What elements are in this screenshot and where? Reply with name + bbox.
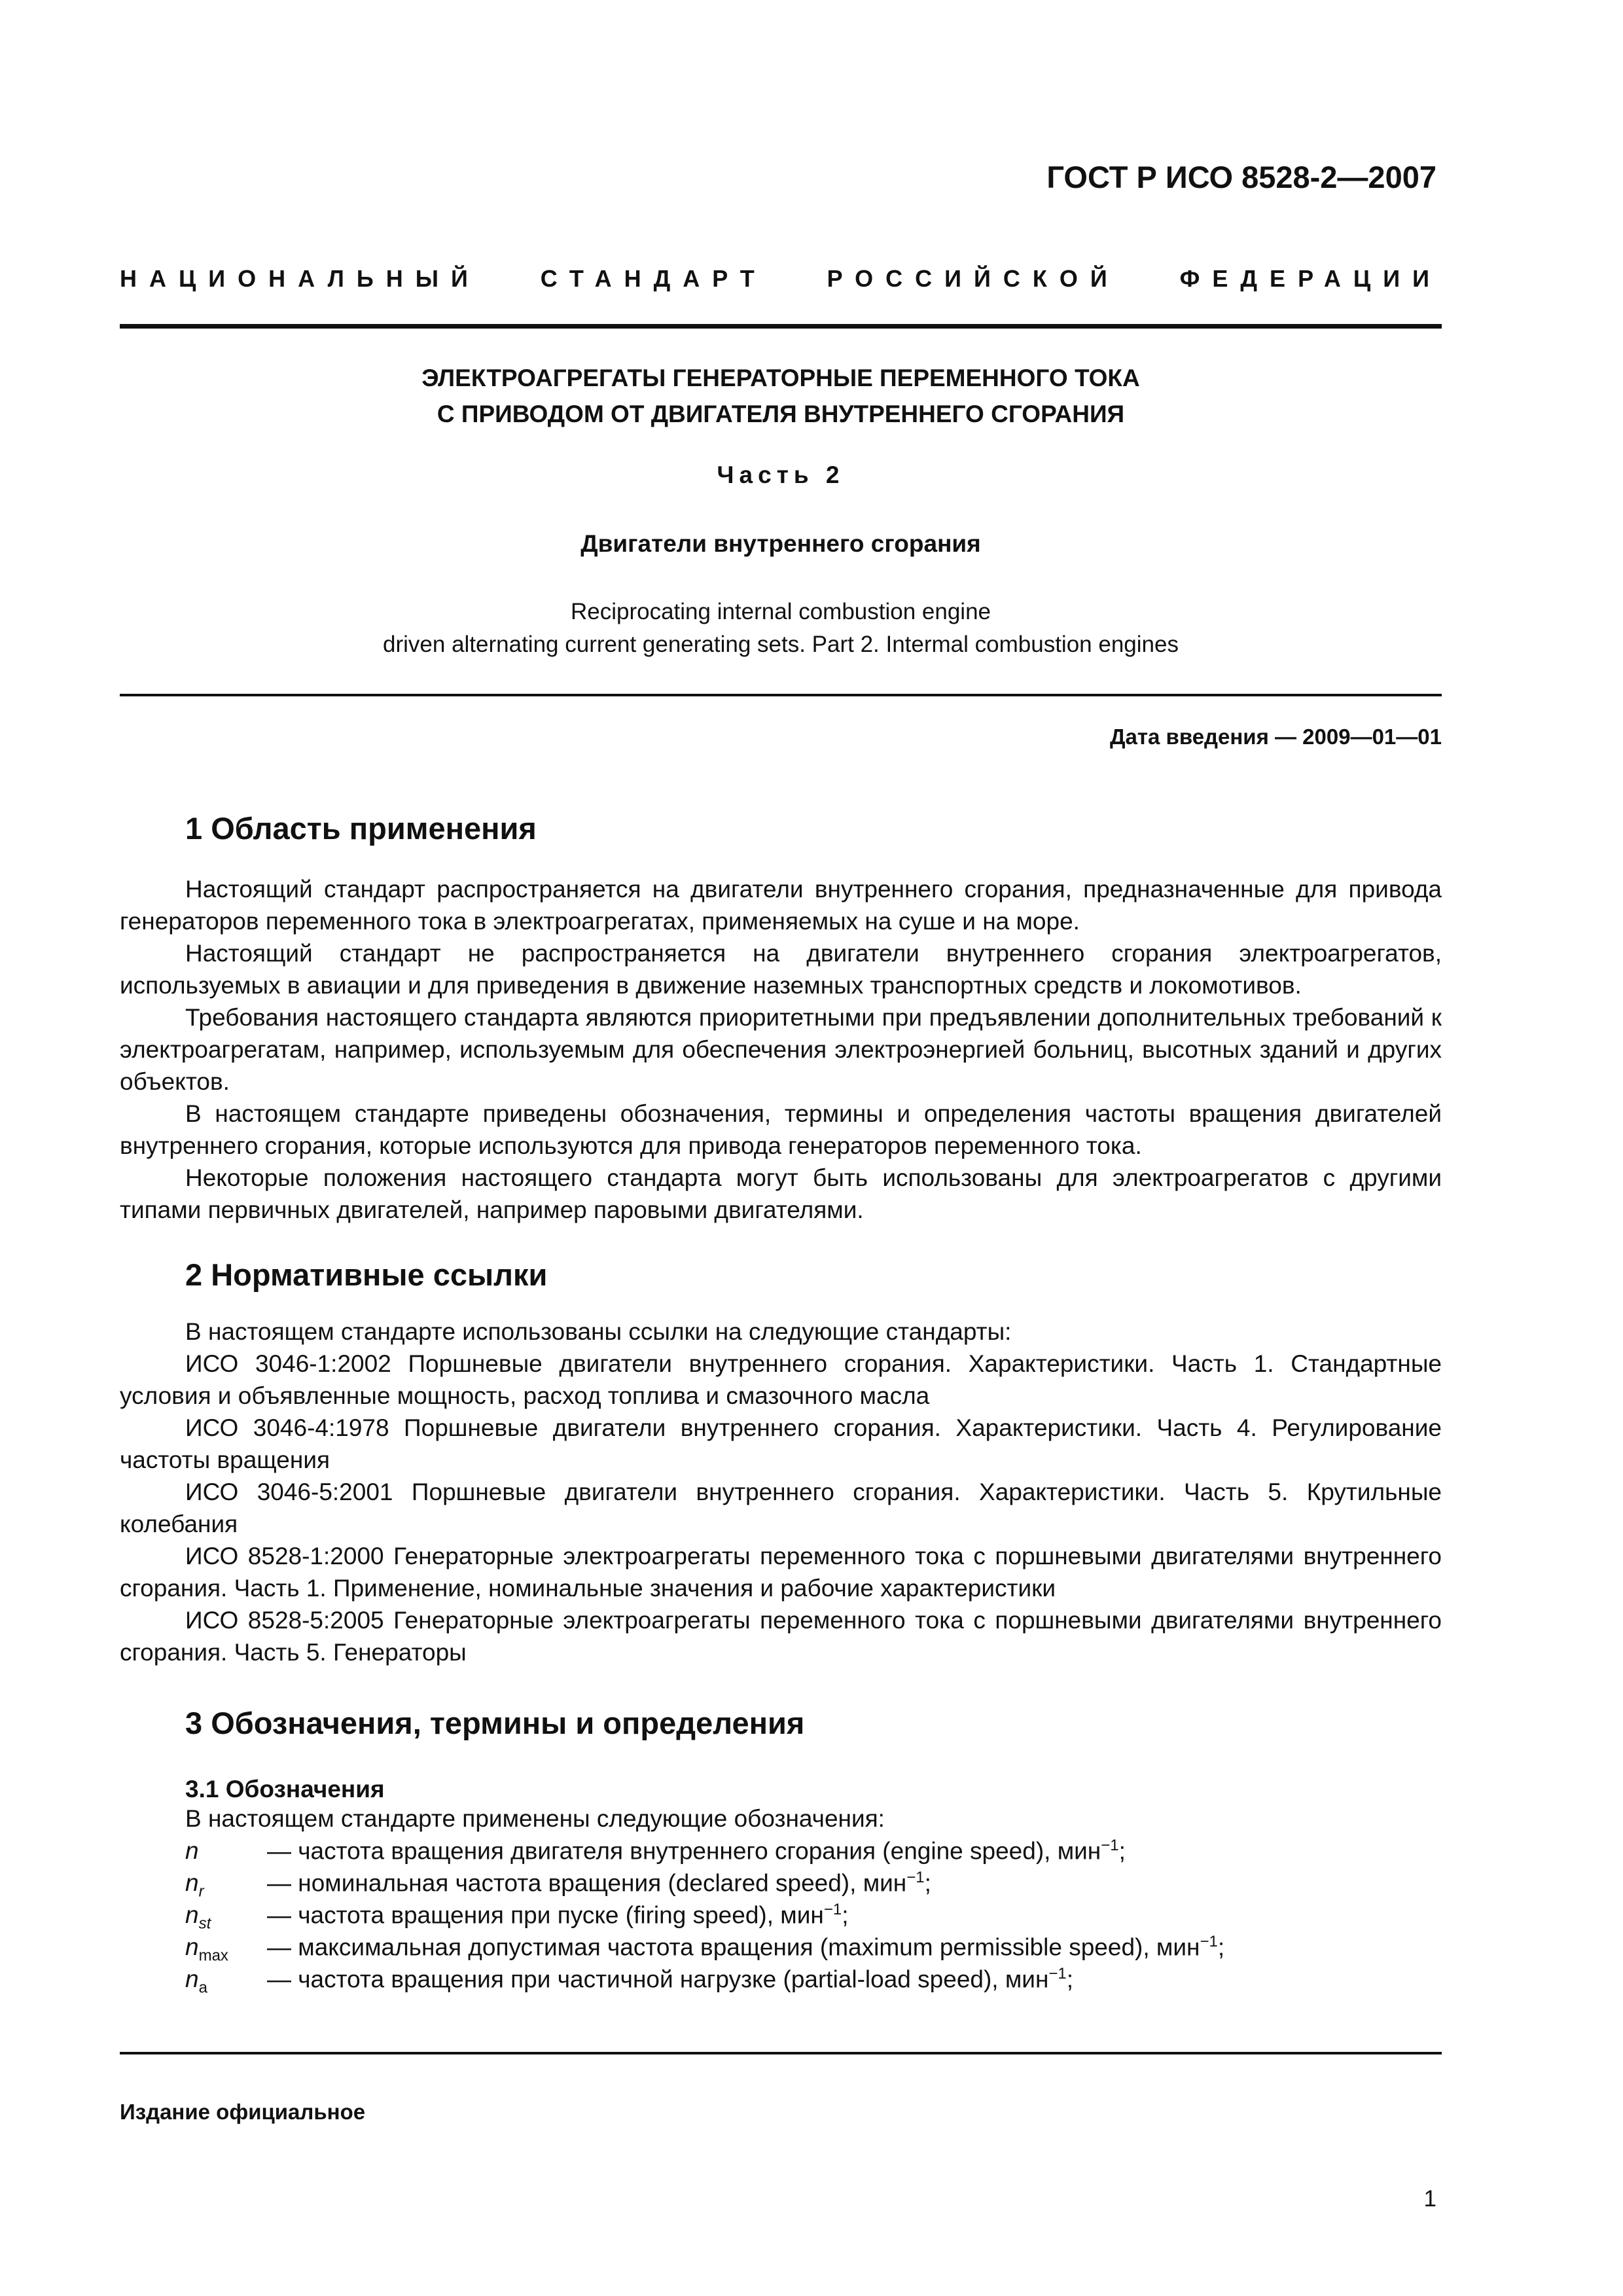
english-title-line: driven alternating current generating sets. Part 2. Intermal combustion engines [383, 632, 1179, 657]
paragraph: Требования настоящего стандарта являются приоритетными при предъявлении дополнительных требований к электроагрегатам, например, используемым для обеспечения электроэнергией больниц, высотных зданий и других объектов. [120, 1004, 1442, 1095]
page-number: 1 [1423, 2186, 1436, 2212]
footer-divider [120, 2052, 1442, 2054]
section-body [120, 873, 1442, 1226]
section-body [120, 1316, 1442, 1668]
national-standard-banner [120, 265, 1442, 293]
document-code: ГОСТ Р ИСО 8528-2—2007 [1046, 160, 1436, 194]
symbol-definition: — максимальная допустимая частота вращения (maximum permissible speed), мин$^{-1}$; [267, 1933, 1225, 1961]
symbol-definition: — частота вращения при пуске (firing speed), мин$^{-1}$; [267, 1901, 849, 1929]
title-line: ЭЛЕКТРОАГРЕГАТЫ ГЕНЕРАТОРНЫЕ ПЕРЕМЕННОГО ТОКА [421, 365, 1140, 391]
header-divider [120, 324, 1442, 329]
paragraph: В настоящем стандарте приведены обозначения, термины и определения частоты вращения двигателей внутреннего сгорания, которые используются для привода генераторов переменного тока. [120, 1100, 1442, 1159]
section-heading: 1 Область применения [185, 811, 537, 846]
banner-word: НАЦИОНАЛЬНЫЙ [120, 265, 480, 292]
symbols-list [185, 1837, 1442, 1997]
reference-item: ИСО 3046-4:1978 Поршневые двигатели внутреннего сгорания. Характеристики. Часть 4. Регулирование частоты вращения [120, 1414, 1442, 1473]
section-heading: 3 Обозначения, термины и определения [185, 1706, 805, 1740]
symbol-definition: — частота вращения при частичной нагрузке (partial-load speed), мин$^{-1}$; [267, 1965, 1074, 1993]
symbol: $n_r$ [185, 1869, 204, 1901]
section-heading: 2 Нормативные ссылки [185, 1257, 548, 1292]
banner-word: РОССИЙСКОЙ [827, 265, 1120, 292]
symbol-row [185, 1901, 1442, 1933]
symbol-row [185, 1933, 1442, 1965]
paragraph: Настоящий стандарт не распространяется на двигатели внутреннего сгорания электроагрегатов, используемых в авиации и для приведения в движение наземных транспортных средств и локомотивов. [120, 940, 1442, 999]
document-subtitle: Двигатели внутреннего сгорания [580, 530, 981, 557]
english-title [120, 596, 1442, 661]
symbols-intro: В настоящем стандарте применены следующие обозначения: [185, 1805, 885, 1832]
introduction-date: Дата введения — 2009—01—01 [1110, 725, 1442, 749]
reference-item: ИСО 8528-1:2000 Генераторные электроагрегаты переменного тока с поршневыми двигателями внутреннего сгорания. Часть 1. Применение, номинальные значения и рабочие характеристики [120, 1543, 1442, 1602]
banner-word: СТАНДАРТ [540, 265, 767, 292]
title-line: С ПРИВОДОМ ОТ ДВИГАТЕЛЯ ВНУТРЕННЕГО СГОРАНИЯ [437, 401, 1125, 427]
symbol: $n_{max}$ [185, 1933, 228, 1965]
english-title-line: Reciprocating internal combustion engine [570, 599, 991, 624]
symbol-definition: — частота вращения двигателя внутреннего сгорания (engine speed), мин$^{-1}$; [267, 1837, 1126, 1865]
symbol: n [185, 1837, 199, 1865]
edition-label: Издание официальное [120, 2100, 366, 2124]
symbol-definition: — номинальная частота вращения (declared speed), мин$^{-1}$; [267, 1869, 931, 1897]
title-divider [120, 694, 1442, 696]
banner-word: ФЕДЕРАЦИИ [1179, 265, 1442, 292]
reference-item: ИСО 8528-5:2005 Генераторные электроагрегаты переменного тока с поршневыми двигателями внутреннего сгорания. Часть 5. Генераторы [120, 1607, 1442, 1666]
symbol-row [185, 1837, 1442, 1869]
reference-item: ИСО 3046-5:2001 Поршневые двигатели внутреннего сгорания. Характеристики. Часть 5. Крутильные колебания [120, 1479, 1442, 1537]
subsection-heading: 3.1 Обозначения [185, 1776, 385, 1803]
paragraph: Настоящий стандарт распространяется на двигатели внутреннего сгорания, предназначенные для привода генераторов переменного тока в электроагрегатах, применяемых на суше и на море. [120, 876, 1442, 935]
paragraph: В настоящем стандарте использованы ссылки на следующие стандарты: [185, 1318, 1012, 1345]
document-title [120, 360, 1442, 432]
part-label: Часть 2 [717, 461, 845, 488]
paragraph: Некоторые положения настоящего стандарта могут быть использованы для электроагрегатов с другими типами первичных двигателей, например паровыми двигателями. [120, 1164, 1442, 1223]
symbol-row [185, 1965, 1442, 1997]
symbol: $n_a$ [185, 1965, 207, 1997]
reference-item: ИСО 3046-1:2002 Поршневые двигатели внутреннего сгорания. Характеристики. Часть 1. Стандартные условия и объявленные мощность, расход топлива и смазочного масла [120, 1350, 1442, 1409]
symbol-row [185, 1869, 1442, 1901]
symbol: $n_{st}$ [185, 1901, 211, 1933]
